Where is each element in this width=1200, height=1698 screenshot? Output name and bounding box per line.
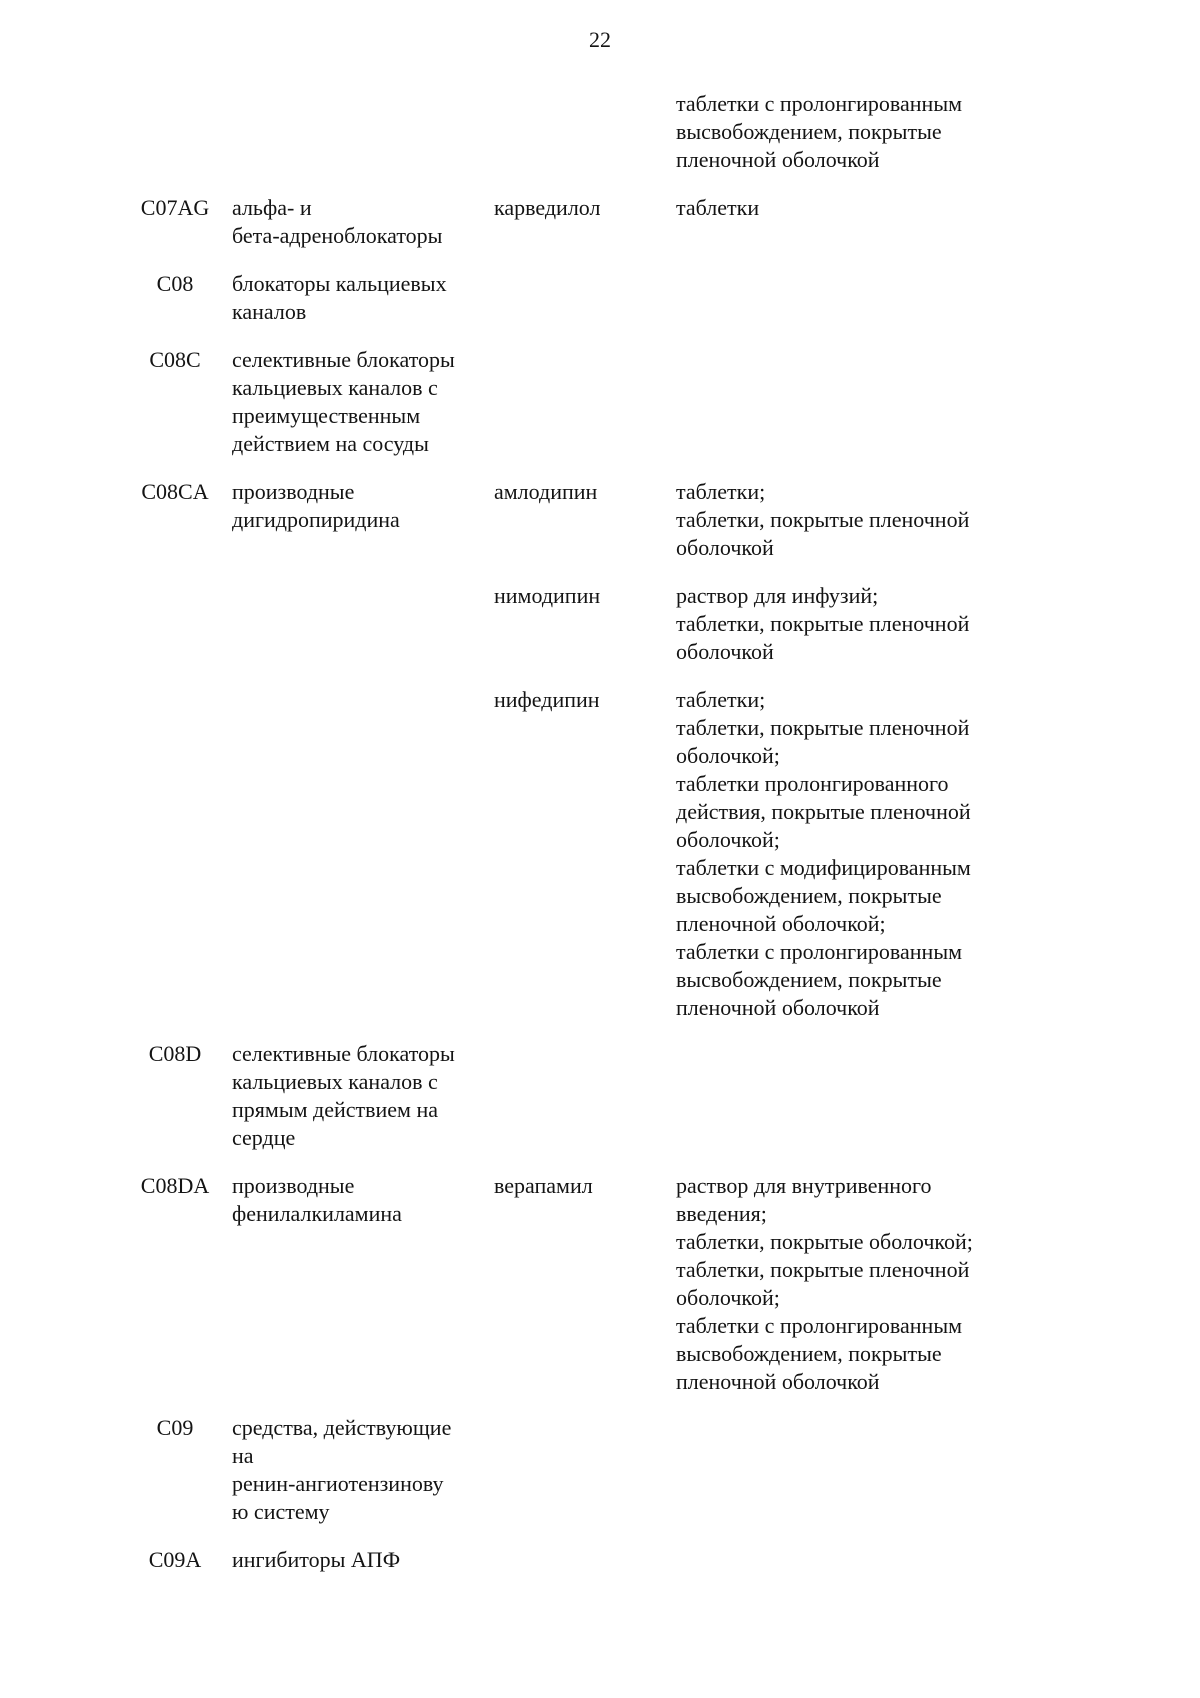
- atc-code: C08CA: [141, 479, 209, 504]
- atc-group-name: средства, действующие на ренин-ангиотензинову ю систему: [232, 1415, 452, 1524]
- atc-code: C08DA: [140, 1173, 210, 1198]
- dosage-form: раствор для инфузий; таблетки, покрытые пленочной оболочкой: [676, 583, 970, 664]
- atc-group-name: альфа- и бета-адреноблокаторы: [232, 195, 443, 248]
- drug-name: амлодипин: [494, 479, 598, 504]
- drug-name: верапамил: [494, 1173, 593, 1198]
- continuation-dosage-form: таблетки с пролонгированным высвобождением, покрытые пленочной оболочкой: [676, 91, 963, 172]
- dosage-form: раствор для внутривенного введения; таблетки, покрытые оболочкой; таблетки, покрытые пленочной оболочкой; таблетки с пролонгированным высвобождением, покрытые пленочной оболочкой: [676, 1173, 973, 1394]
- atc-code: C07AG: [140, 195, 210, 220]
- atc-group-name: селективные блокаторы кальциевых каналов с преимущественным действием на сосуды: [232, 347, 455, 456]
- atc-code: C08: [156, 271, 194, 296]
- atc-code: C08D: [148, 1041, 202, 1066]
- atc-code: C08C: [149, 347, 201, 372]
- atc-group-name: ингибиторы АПФ: [232, 1547, 401, 1572]
- dosage-form: таблетки: [676, 195, 760, 220]
- dosage-form: таблетки; таблетки, покрытые пленочной оболочкой; таблетки пролонгированного действия, покрытые пленочной оболочкой; таблетки с модифицированным высвобождением, покрытые пленочной оболочкой; таблетки с пролонгированным высвобождением, покрытые пленочной оболочкой: [676, 687, 971, 1020]
- atc-code: C09A: [148, 1547, 202, 1572]
- dosage-form: таблетки; таблетки, покрытые пленочной оболочкой: [676, 479, 970, 560]
- atc-group-name: производные дигидропиридина: [232, 479, 400, 532]
- atc-group-name: производные фенилалкиламина: [232, 1173, 402, 1226]
- drug-name: карведилол: [494, 195, 601, 220]
- page-number: 22: [589, 27, 611, 52]
- drug-name: нифедипин: [494, 687, 600, 712]
- atc-group-name: селективные блокаторы кальциевых каналов с прямым действием на сердце: [232, 1041, 455, 1150]
- atc-group-name: блокаторы кальциевых каналов: [232, 271, 447, 324]
- drug-name: нимодипин: [494, 583, 601, 608]
- atc-code: C09: [156, 1415, 194, 1440]
